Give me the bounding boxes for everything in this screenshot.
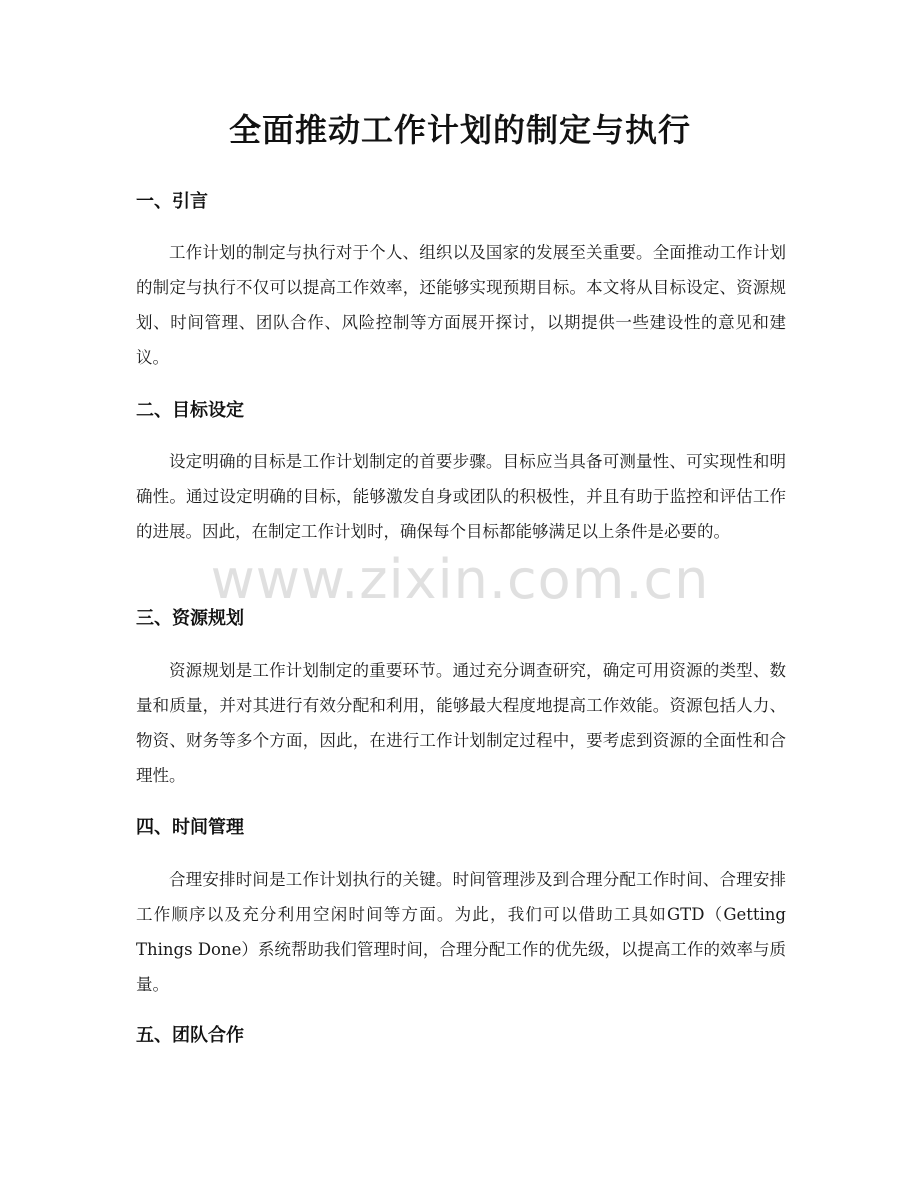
section-heading-resource-planning: 三、资源规划 bbox=[136, 608, 244, 629]
watermark-text: www.zixin.com.cn bbox=[210, 548, 710, 611]
section-heading-time-management: 四、时间管理 bbox=[136, 817, 244, 838]
section-heading-intro: 一、引言 bbox=[136, 191, 208, 212]
section-body-resource-planning: 资源规划是工作计划制定的重要环节。通过充分调查研究，确定可用资源的类型、数量和质量，并对其进行有效分配和利用，能够最大程度地提高工作效能。资源包括人力、物资、财务等多个方面，因此，在进行工作计划制定过程中，要考虑到资源的全面性和合理性。 bbox=[136, 661, 786, 785]
section-body-intro: 工作计划的制定与执行对于个人、组织以及国家的发展至关重要。全面推动工作计划的制定与执行不仅可以提高工作效率，还能够实现预期目标。本文将从目标设定、资源规划、时间管理、团队合作、风险控制等方面展开探讨，以期提供一些建设性的意见和建议。 bbox=[136, 243, 786, 367]
document-title: 全面推动工作计划的制定与执行 bbox=[228, 111, 691, 149]
section-heading-teamwork: 五、团队合作 bbox=[136, 1025, 244, 1046]
section-body-time-management: 合理安排时间是工作计划执行的关键。时间管理涉及到合理分配工作时间、合理安排工作顺序以及充分利用空闲时间等方面。为此，我们可以借助工具如GTD（Getting Things Done）系统帮助我们管理时间，合理分配工作的优先级，以提高工作的效率与质量。 bbox=[136, 870, 786, 994]
section-body-goal-setting: 设定明确的目标是工作计划制定的首要步骤。目标应当具备可测量性、可实现性和明确性。通过设定明确的目标，能够激发自身或团队的积极性，并且有助于监控和评估工作的进展。因此，在制定工作计划时，确保每个目标都能够满足以上条件是必要的。 bbox=[136, 452, 786, 541]
section-heading-goal-setting: 二、目标设定 bbox=[136, 400, 244, 421]
